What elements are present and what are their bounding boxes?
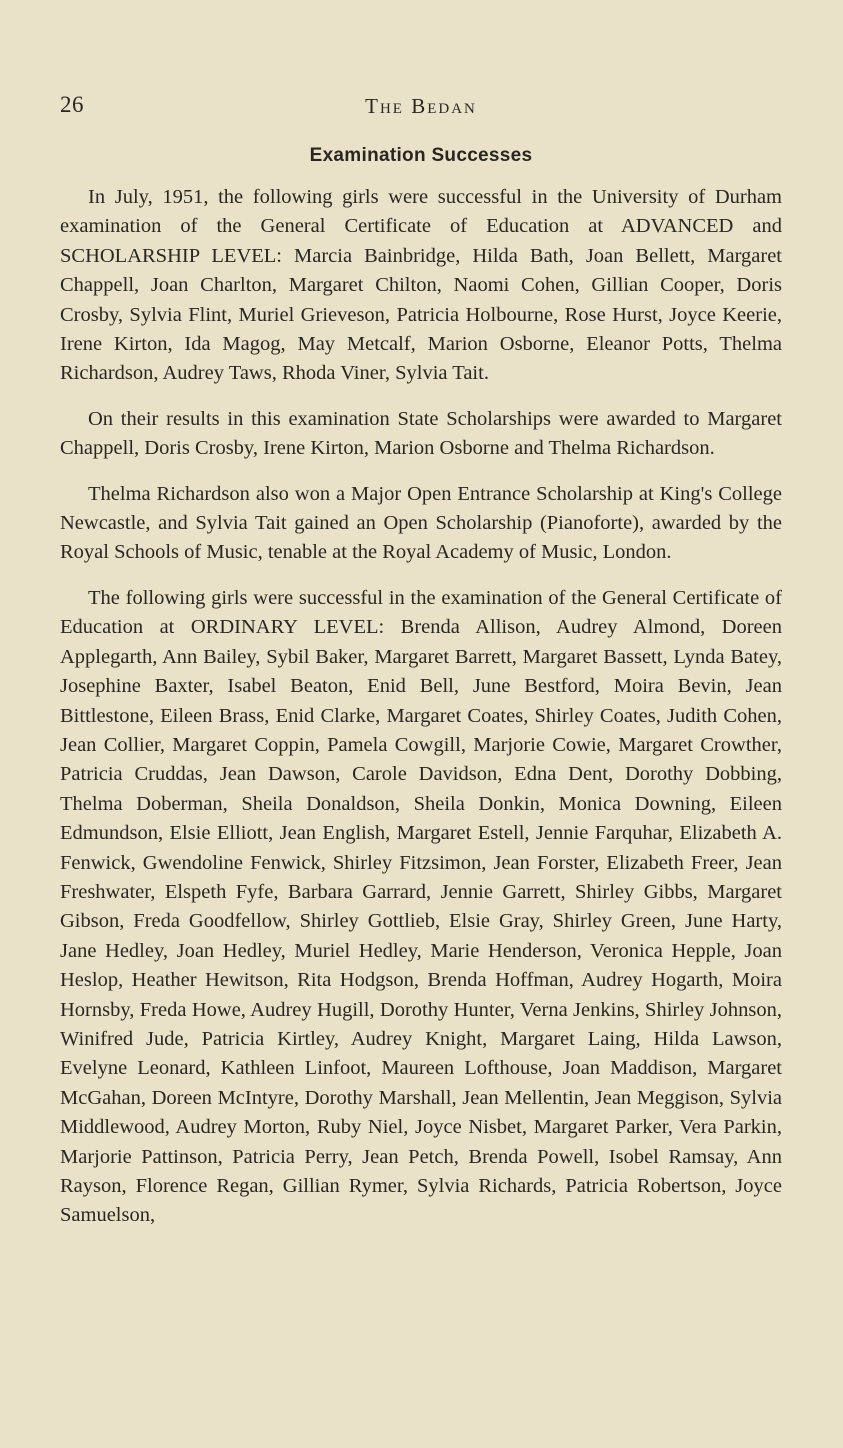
article-body bbox=[60, 183, 782, 1247]
paragraph-ordinary-level: The following girls were successful in the examination of the General Certificate of Education at ORDINARY LEVEL: Brenda Allison, Audrey Almond, Doreen Applegarth, Ann Bailey, Sybil Baker, Margaret Barrett, Margaret Bassett, Lynda Batey, Josephine Baxter, Isabel Beaton, Enid Bell, June Bestford, Moira Bevin, Jean Bittlestone, Eileen Brass, Enid Clarke, Margaret Coates, Shirley Coates, Judith Cohen, Jean Collier, Margaret Coppin, Pamela Cowgill, Marjorie Cowie, Margaret Crowther, Patricia Cruddas, Jean Dawson, Carole Davidson, Edna Dent, Dorothy Dobbing, Thelma Doberman, Sheila Donaldson, Sheila Donkin, Monica Downing, Eileen Edmundson, Elsie Elliott, Jean English, Margaret Estell, Jennie Farquhar, Elizabeth A. Fenwick, Gwendoline Fenwick, Shirley Fitzsimon, Jean Forster, Elizabeth Freer, Jean Freshwater, Elspeth Fyfe, Barbara Garrard, Jennie Garrett, Shirley Gibbs, Margaret Gibson, Freda Goodfellow, Shirley Gottlieb, Elsie Gray, Shirley Green, June Harty, Jane Hedley, Joan Hedley, Muriel Hedley, Marie Henderson, Veronica Hepple, Joan Heslop, Heather Hewitson, Rita Hodgson, Brenda Hoffman, Audrey Hogarth, Moira Hornsby, Freda Howe, Audrey Hugill, Dorothy Hunter, Verna Jenkins, Shirley Johnson, Winifred Jude, Patricia Kirtley, Audrey Knight, Margaret Laing, Hilda Lawson, Evelyne Leonard, Kathleen Linfoot, Maureen Lofthouse, Joan Maddison, Margaret McGahan, Doreen McIntyre, Dorothy Marshall, Jean Mellentin, Jean Meggison, Sylvia Middlewood, Audrey Morton, Ruby Niel, Joyce Nisbet, Margaret Parker, Vera Parkin, Marjorie Pattinson, Patricia Perry, Jean Petch, Brenda Powell, Isobel Ramsay, Ann Rayson, Florence Regan, Gillian Rymer, Sylvia Richards, Patricia Robertson, Joyce Samuelson, bbox=[60, 586, 782, 1227]
paragraph-advanced-level: In July, 1951, the following girls were successful in the University of Durham examination of the General Certificate of Education at ADVANCED and SCHOLARSHIP LEVEL: Marcia Bainbridge, Hilda Bath, Joan Bellett, Margaret Chappell, Joan Charlton, Margaret Chilton, Naomi Cohen, Gillian Cooper, Doris Crosby, Sylvia Flint, Muriel Grieveson, Patricia Holbourne, Rose Hurst, Joyce Keerie, Irene Kirton, Ida Magog, May Metcalf, Marion Osborne, Eleanor Potts, Thelma Richardson, Audrey Taws, Rhoda Viner, Sylvia Tait. bbox=[60, 186, 782, 385]
journal-title: The Bedan bbox=[365, 94, 477, 118]
paragraph-state-scholarships: On their results in this examination State Scholarships were awarded to Margaret Chappell, Doris Crosby, Irene Kirton, Marion Osborne and Thelma Richardson. bbox=[60, 407, 782, 460]
page-number: 26 bbox=[60, 92, 84, 117]
paragraph-open-scholarships: Thelma Richardson also won a Major Open Entrance Scholarship at King's College Newcastle, and Sylvia Tait gained an Open Scholarship (Pianoforte), awarded by the Royal Schools of Music, tenable at the Royal Academy of Music, London. bbox=[60, 482, 782, 564]
section-title: Examination Successes bbox=[309, 145, 533, 166]
running-head bbox=[60, 92, 782, 122]
